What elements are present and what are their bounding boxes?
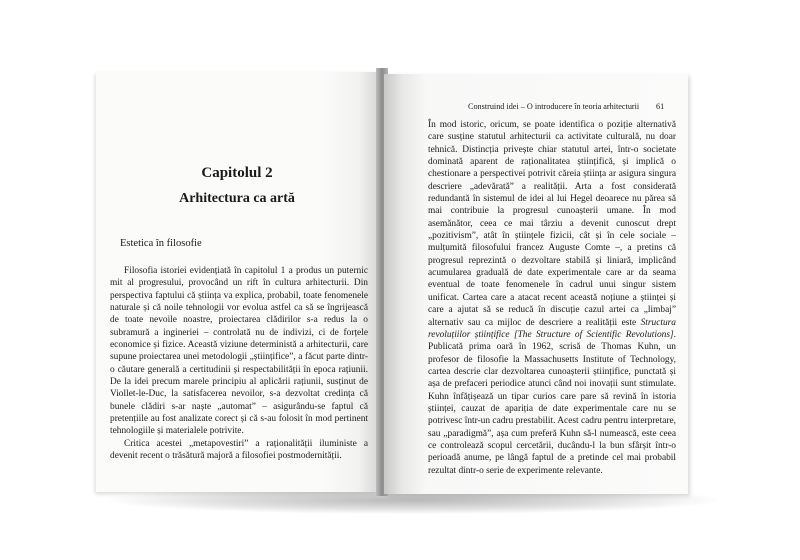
right-page <box>384 74 688 494</box>
right-body-text <box>428 119 676 477</box>
paragraph <box>428 119 676 477</box>
left-body-text <box>110 265 368 463</box>
text-segment: În mod istoric, oricum, se poate identifica o poziție alternativă care susține statutul arhitecturii ca activitate culturală, nu doar tehnică. Distincția privește chiar statutul artei, într-o societate dominată aparent de raționalitatea științifică, și implică o chestionare a perspectivei potrivit căreia știința ar asigura singura descriere „adevărată” a realității. Arta a fost considerată redundantă în sistemul de idei al lui Hegel deoarece nu părea să mai contribuie la progresul cunoașterii umane. În mod asemănător, ceea ce mai târziu a devenit cunoscut drept „pozitivism”, atât în științele fizicii, cât și în cele sociale – mulțumită filosofului francez Auguste Comte –, a pretins că progresul reprezintă o dezvoltare stabilă și liniară, implicând acumularea graduală de date experimentale care ar da seama eventual de toate fenomenele în cadrul unui singur sistem unificat. Cartea care a atacat recent această noțiune a științei și care a ajutat să se reducă în discuție cazul artei ca „limbaj” alternativ sau ca mijloc de descriere a realității este <box>428 120 676 328</box>
text-segment: . Publicată prima oară în 1962, scrisă de Thomas Kuhn, un profesor de filosofie la Massachusetts Institute of Technology, cartea descrie clar dezvoltarea cunoașterii științifice, punctată și așa de prefaceri periodice atunci când noi inovații sunt stimulate. Kuhn înfățișează un tipar curios care pare să revină în istoria științei, cauzat de apariția de date experimentale care nu se potrivesc într-un cadru prestabilit. Acest cadru pentru interpretare, sau „paradigmă”, așa cum preferă Kuhn să-l numească, este ceea ce controlează scopul cercetării, ducându-l la bun sfârșit într-o perioadă anume, pe lângă faptul de a pretinde cel mai probabil rezultat dintr-o serie de experimente relevante. <box>428 329 676 476</box>
running-head: Construind idei – O introducere în teoria arhitecturii <box>468 102 640 111</box>
left-page <box>96 72 378 492</box>
section-heading: Estetica în filosofie <box>120 238 202 249</box>
paragraph: Critica acestei „metapovestiri” a raționalității iluministe a devenit recent o trăsătură majoră a filosofiei postmodernității. <box>110 438 368 462</box>
chapter-title: Arhitectura ca artă <box>179 191 295 206</box>
chapter-number: Capitolul 2 <box>201 165 273 181</box>
book-title-english: [The Structure of Scientific Revolutions] <box>513 329 674 340</box>
paragraph: Filosofia istoriei evidențiată în capitolul 1 a produs un puternic mit al progresului, provocând un rift în cultura arhitecturii. Din perspectiva faptului că știința va explica, probabil, toate fenomenele naturale și că noile tehnologii vor evolua astfel ca să se îngrijească de toate nevoile noastre, proiectarea clădirilor s-a redus la o subramură a ingineriei – controlată nu de indivizi, ci de forțele economice și fizice. Această viziune deterministă a arhitecturii, care supune proiectarea unei metodologii „științifice”, a făcut parte dintr-o căutare generală a certitudinii și respectabilității în epoca rațiunii. De la idei precum marele principiu al aplicării rațiunii, susținut de Viollet-le-Duc, la satisfacerea nevoilor, s-a dezvoltat credința că bunele clădiri s-ar naște „automat” – asigurându-se faptul că pretențiile au fost analizate corect și că s-au folosit în mod pertinent tehnologiile și materialele potrivite. <box>110 266 368 437</box>
book-title-romanian: Structura revoluțiilor științifice <box>428 317 676 340</box>
page-number: 61 <box>656 102 665 111</box>
